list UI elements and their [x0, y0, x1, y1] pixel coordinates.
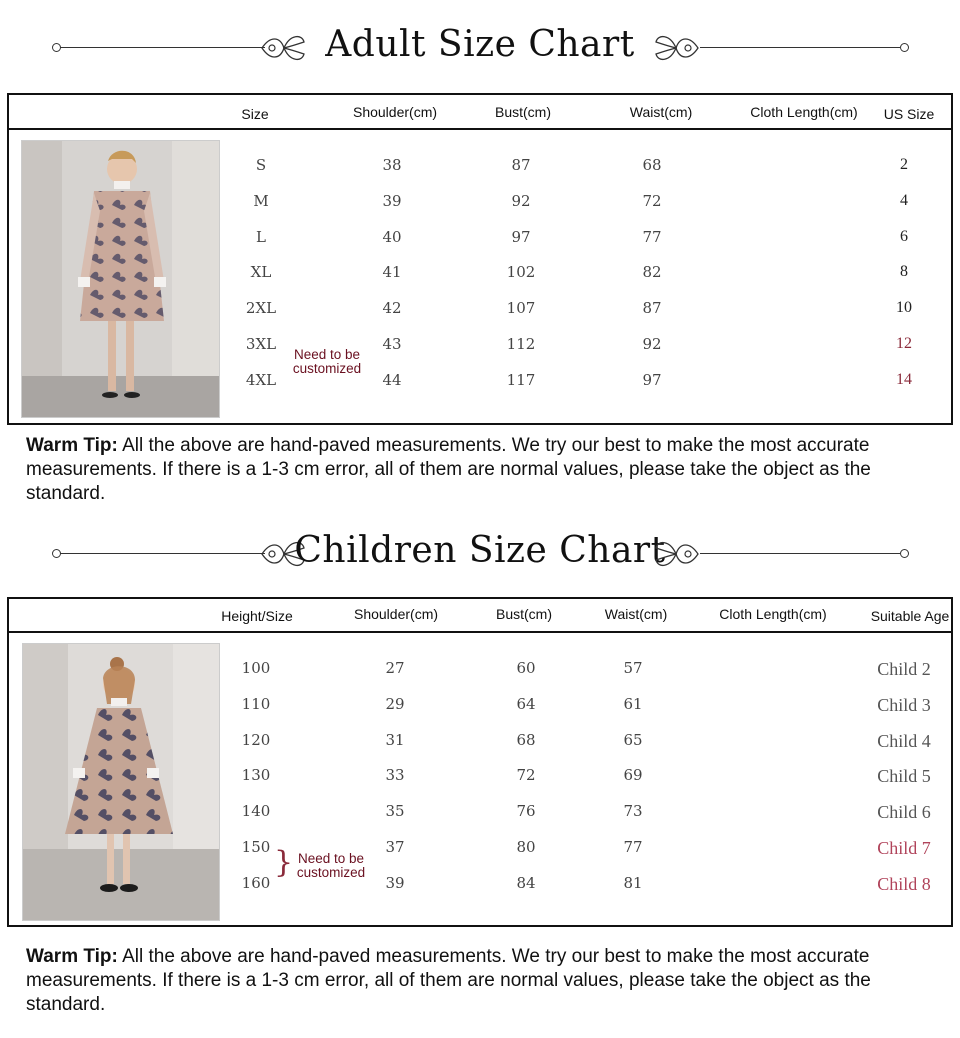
cell-size: 100	[241, 659, 271, 677]
cell-waist: 65	[623, 730, 643, 749]
header-waist: Waist(cm)	[629, 104, 693, 120]
cell-us: 10	[896, 299, 912, 317]
cell-us: 4	[900, 191, 908, 209]
cell-size: 110	[241, 694, 271, 713]
cell-shoulder: 44	[382, 370, 402, 389]
cell-waist: 61	[623, 694, 643, 713]
cell-waist: 92	[642, 335, 662, 353]
cell-waist: 87	[642, 299, 662, 318]
header-rule	[9, 631, 951, 633]
adult-chart-title: Adult Size Chart	[325, 24, 635, 65]
header-shoulder: Shoulder(cm)	[352, 104, 438, 120]
header-shoulder: Shoulder(cm)	[353, 606, 439, 622]
cell-waist: 81	[623, 873, 643, 892]
cell-size: 140	[241, 802, 271, 821]
cell-size: 130	[241, 766, 271, 785]
cell-size: S	[255, 156, 267, 174]
cell-us: 12	[896, 335, 912, 352]
cell-bust: 112	[506, 335, 536, 353]
adult-heading	[0, 18, 960, 78]
header-height-size: Height/Size	[221, 608, 293, 624]
children-heading	[0, 524, 960, 584]
header-waist: Waist(cm)	[604, 606, 668, 622]
adult-model-photo	[21, 140, 220, 418]
right-ornament-line	[700, 47, 900, 48]
cell-age: Child 6	[877, 802, 931, 823]
cell-shoulder: 40	[382, 227, 402, 246]
cell-shoulder: 39	[385, 873, 405, 892]
customization-note: Need to be customized	[292, 347, 362, 376]
cell-size: L	[256, 227, 266, 246]
cell-waist: 77	[623, 838, 643, 856]
header-bust: Bust(cm)	[496, 606, 552, 622]
cell-us: 14	[896, 370, 912, 388]
cell-waist: 68	[642, 156, 662, 174]
cell-shoulder: 41	[382, 263, 402, 282]
cell-bust: 87	[511, 156, 531, 174]
cell-waist: 69	[623, 766, 643, 785]
cell-age: Child 7	[877, 838, 931, 858]
cell-bust: 60	[516, 659, 536, 677]
right-flourish-icon	[652, 28, 702, 68]
cell-bust: 84	[516, 873, 536, 892]
cell-shoulder: 31	[385, 730, 405, 749]
cell-shoulder: 35	[385, 802, 405, 821]
cell-size: 160	[241, 873, 271, 892]
right-line-end-dot	[900, 43, 909, 52]
warm-tip-text: All the above are hand-paved measurements. We try our best to make the most accurate measurements. If there is a 1-3 cm error, all of them are normal values, please take the object as the standard.	[26, 946, 871, 1015]
warm-tip-label: Warm Tip:	[26, 435, 118, 456]
cell-bust: 97	[511, 227, 531, 246]
cell-us: 8	[900, 263, 908, 281]
header-cloth-length: Cloth Length(cm)	[750, 104, 858, 120]
header-us-size: US Size	[883, 106, 935, 122]
cell-bust: 107	[506, 299, 536, 318]
cell-shoulder: 29	[385, 694, 405, 713]
cell-shoulder: 39	[382, 191, 402, 210]
right-ornament-line	[700, 553, 900, 554]
header-bust: Bust(cm)	[495, 104, 551, 120]
warm-tip-text: All the above are hand-paved measurements. We try our best to make the most accurate measurements. If there is a 1-3 cm error, all of them are normal values, please take the object as the standard.	[26, 435, 871, 504]
cell-bust: 102	[506, 263, 536, 282]
cell-waist: 97	[642, 370, 662, 389]
cell-shoulder: 33	[385, 766, 405, 785]
cell-bust: 92	[511, 191, 531, 210]
children-chart-title: Children Size Chart	[294, 530, 666, 571]
cell-size: M	[253, 191, 269, 210]
cell-shoulder: 37	[385, 838, 405, 856]
cell-age: Child 8	[877, 873, 931, 894]
cell-bust: 76	[516, 802, 536, 821]
customization-note: Need to be customized	[296, 851, 366, 880]
cell-bust: 64	[516, 694, 536, 713]
right-flourish-icon	[652, 534, 702, 574]
cell-shoulder: 38	[382, 156, 402, 174]
cell-shoulder: 27	[385, 659, 405, 677]
cell-bust: 72	[516, 766, 536, 785]
cell-waist: 72	[642, 191, 662, 210]
cell-us: 2	[900, 156, 908, 173]
cell-bust: 117	[506, 370, 536, 389]
warm-tip-label: Warm Tip:	[26, 946, 118, 967]
adult-size-table	[7, 93, 953, 425]
header-rule	[9, 128, 951, 130]
cell-age: Child 3	[877, 694, 931, 715]
cell-age: Child 5	[877, 766, 931, 787]
child-model-photo	[22, 643, 220, 921]
cell-bust: 68	[516, 730, 536, 749]
cell-waist: 73	[623, 802, 643, 821]
cell-waist: 57	[623, 659, 643, 677]
header-suitable-age: Suitable Age	[870, 608, 950, 624]
cell-size: 150	[241, 838, 271, 856]
cell-size: 2XL	[245, 299, 277, 318]
cell-size: 4XL	[245, 370, 277, 389]
cell-age: Child 2	[877, 659, 931, 679]
cell-size: 120	[241, 730, 271, 749]
cell-age: Child 4	[877, 730, 931, 751]
cell-shoulder: 42	[382, 299, 402, 318]
cell-waist: 82	[642, 263, 662, 282]
cell-size: XL	[250, 263, 272, 282]
customization-brace-icon: }	[274, 845, 294, 880]
header-size: Size	[241, 106, 269, 122]
cell-us: 6	[900, 227, 908, 245]
header-cloth-length: Cloth Length(cm)	[719, 606, 827, 622]
children-size-table	[7, 597, 953, 927]
cell-waist: 77	[642, 227, 662, 246]
cell-size: 3XL	[245, 335, 277, 353]
right-line-end-dot	[900, 549, 909, 558]
adult-warm-tip	[26, 434, 936, 506]
cell-shoulder: 43	[382, 335, 402, 353]
cell-bust: 80	[516, 838, 536, 856]
children-warm-tip	[26, 945, 936, 1017]
